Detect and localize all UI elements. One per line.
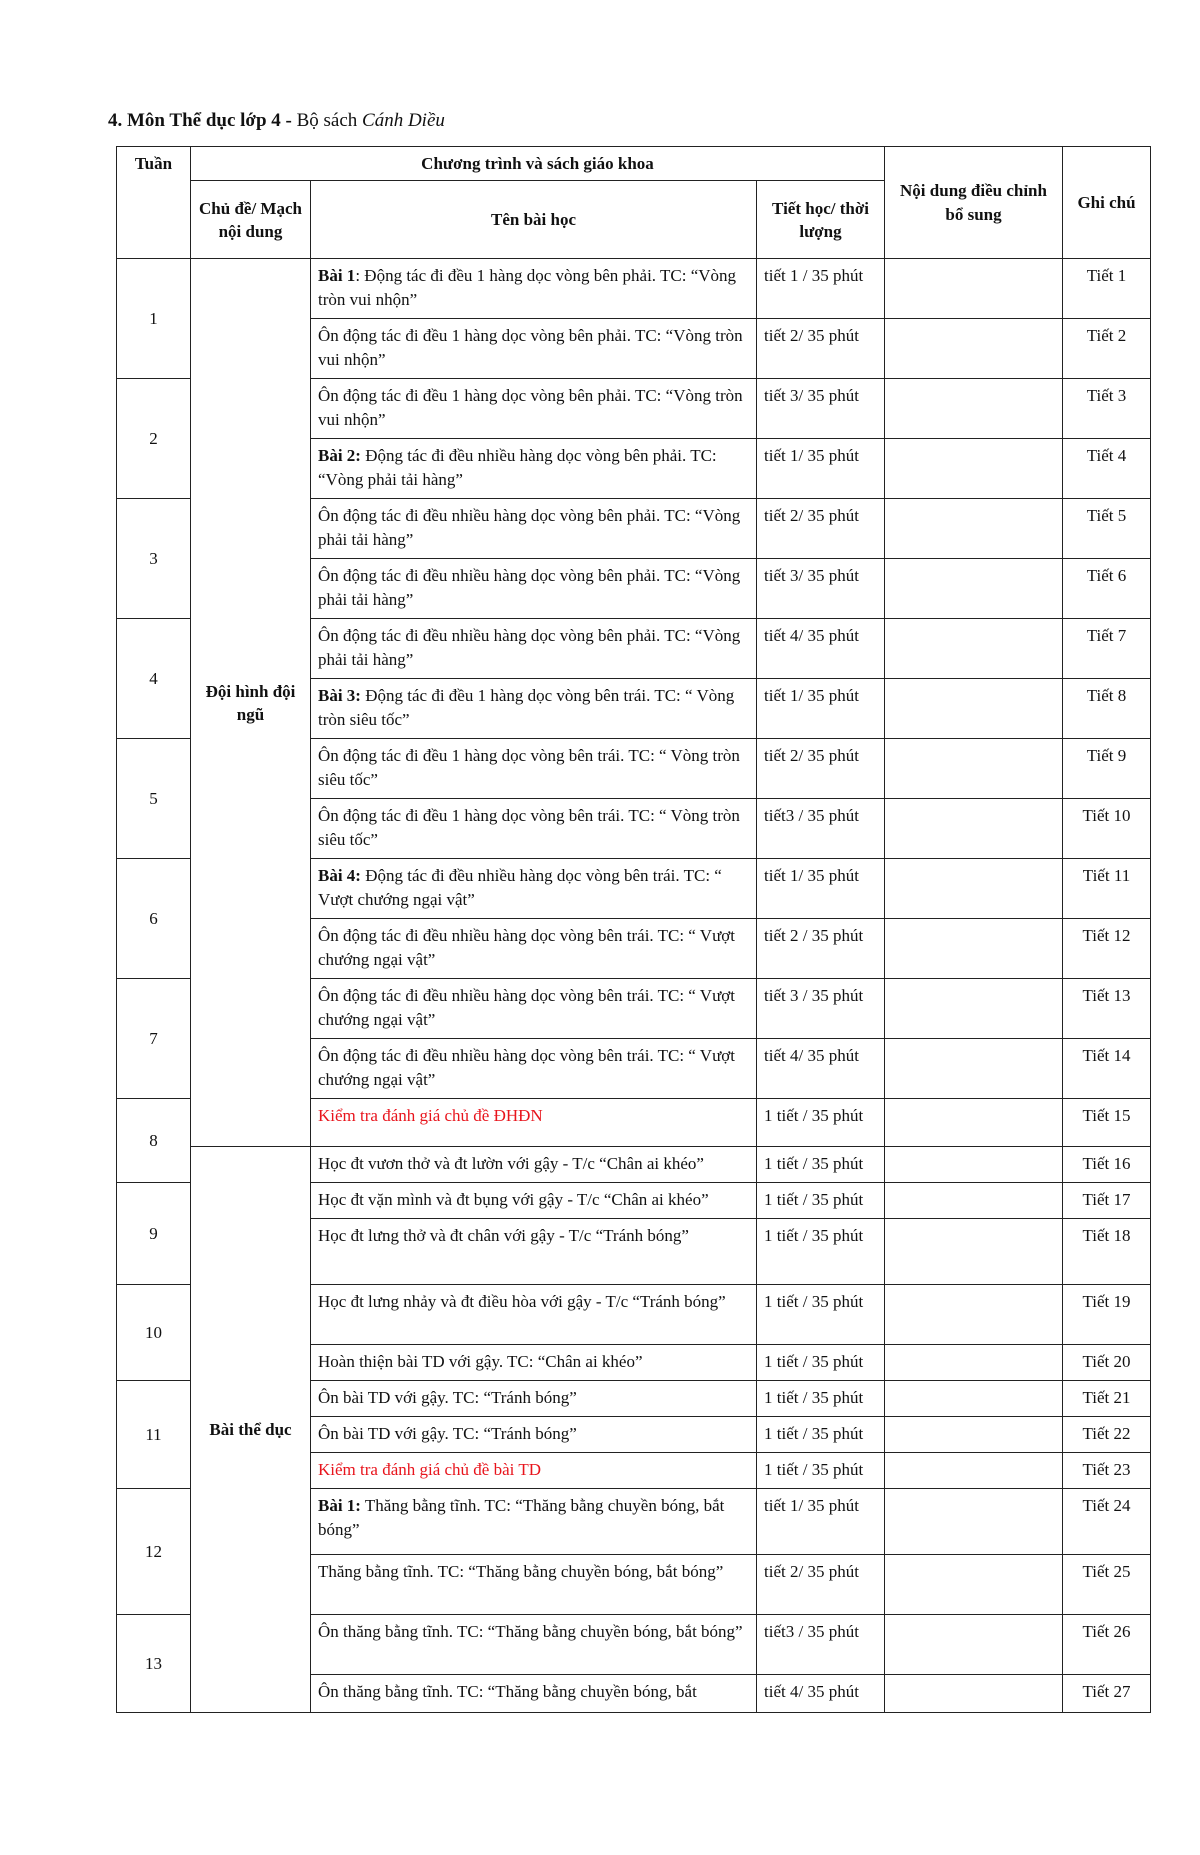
note-cell: Tiết 6 <box>1063 559 1151 619</box>
note-cell: Tiết 25 <box>1063 1555 1151 1615</box>
lesson-cell <box>311 1615 757 1675</box>
week-cell: 3 <box>117 499 191 619</box>
header-week: Tuần <box>117 147 191 259</box>
period-cell: 1 tiết / 35 phút <box>757 1285 885 1345</box>
period-cell: 1 tiết / 35 phút <box>757 1417 885 1453</box>
adjust-cell <box>885 859 1063 919</box>
lesson-cell <box>311 739 757 799</box>
adjust-cell <box>885 1615 1063 1675</box>
adjust-cell <box>885 1219 1063 1285</box>
lesson-cell <box>311 919 757 979</box>
note-cell: Tiết 26 <box>1063 1615 1151 1675</box>
note-cell: Tiết 18 <box>1063 1219 1151 1285</box>
lesson-cell <box>311 1183 757 1219</box>
topic-cell: Bài thể dục <box>191 1147 311 1713</box>
lesson-number: Bài 1 <box>318 266 356 286</box>
adjust-cell <box>885 919 1063 979</box>
curriculum-table <box>116 146 1151 1713</box>
title-book: Cánh Diều <box>362 110 445 131</box>
header-lesson: Tên bài học <box>311 181 757 259</box>
lesson-title: Ôn động tác đi đều nhiều hàng dọc vòng bên trái. TC: “ Vượt chướng ngại vật” <box>318 1046 735 1089</box>
page-title <box>108 110 445 132</box>
header-period: Tiết học/ thời lượng <box>757 181 885 259</box>
adjust-cell <box>885 1675 1063 1713</box>
lesson-cell <box>311 259 757 319</box>
lesson-cell <box>311 379 757 439</box>
period-cell: tiết 1/ 35 phút <box>757 859 885 919</box>
lesson-title: Ôn động tác đi đều nhiều hàng dọc vòng bên phải. TC: “Vòng phải tải hàng” <box>318 506 741 549</box>
week-cell: 8 <box>117 1099 191 1183</box>
period-cell: tiết 2/ 35 phút <box>757 319 885 379</box>
lesson-cell <box>311 1381 757 1417</box>
lesson-cell <box>311 559 757 619</box>
note-cell: Tiết 2 <box>1063 319 1151 379</box>
header-program: Chương trình và sách giáo khoa <box>191 147 885 181</box>
note-cell: Tiết 4 <box>1063 439 1151 499</box>
note-cell: Tiết 11 <box>1063 859 1151 919</box>
adjust-cell <box>885 1285 1063 1345</box>
adjust-cell <box>885 1555 1063 1615</box>
adjust-cell <box>885 739 1063 799</box>
lesson-title: Động tác đi đều nhiều hàng dọc vòng bên phải. TC: “Vòng phải tải hàng” <box>318 446 717 489</box>
note-cell: Tiết 12 <box>1063 919 1151 979</box>
lesson-title: Học đt vặn mình và đt bụng với gậy - T/c “Chân ai khéo” <box>318 1190 709 1210</box>
lesson-cell <box>311 1039 757 1099</box>
lesson-cell <box>311 1675 757 1713</box>
period-cell: tiết 2 / 35 phút <box>757 919 885 979</box>
title-mid: Bộ sách <box>291 110 363 131</box>
lesson-title: : Động tác đi đều 1 hàng dọc vòng bên phải. TC: “Vòng tròn vui nhộn” <box>318 266 737 309</box>
period-cell: tiết 1/ 35 phút <box>757 679 885 739</box>
lesson-title: Học đt lưng nhảy và đt điều hòa với gậy - T/c “Tránh bóng” <box>318 1292 726 1312</box>
week-cell: 12 <box>117 1489 191 1615</box>
adjust-cell <box>885 559 1063 619</box>
period-cell: tiết3 / 35 phút <box>757 799 885 859</box>
week-cell: 5 <box>117 739 191 859</box>
title-prefix: 4. Môn Thể dục lớp 4 - <box>108 110 292 131</box>
note-cell: Tiết 16 <box>1063 1147 1151 1183</box>
note-cell: Tiết 27 <box>1063 1675 1151 1713</box>
lesson-number: Bài 4: <box>318 866 361 886</box>
note-cell: Tiết 22 <box>1063 1417 1151 1453</box>
adjust-cell <box>885 1453 1063 1489</box>
note-cell: Tiết 17 <box>1063 1183 1151 1219</box>
lesson-cell <box>311 799 757 859</box>
note-cell: Tiết 21 <box>1063 1381 1151 1417</box>
lesson-cell <box>311 979 757 1039</box>
period-cell: 1 tiết / 35 phút <box>757 1453 885 1489</box>
period-cell: tiết 2/ 35 phút <box>757 739 885 799</box>
adjust-cell <box>885 1417 1063 1453</box>
adjust-cell <box>885 379 1063 439</box>
period-cell: tiết 4/ 35 phút <box>757 619 885 679</box>
lesson-title: Ôn động tác đi đều 1 hàng dọc vòng bên phải. TC: “Vòng tròn vui nhộn” <box>318 386 743 429</box>
lesson-title: Ôn động tác đi đều 1 hàng dọc vòng bên trái. TC: “ Vòng tròn siêu tốc” <box>318 806 740 849</box>
lesson-title: Ôn bài TD với gậy. TC: “Tránh bóng” <box>318 1388 577 1408</box>
week-cell: 13 <box>117 1615 191 1713</box>
note-cell: Tiết 19 <box>1063 1285 1151 1345</box>
lesson-cell <box>311 1345 757 1381</box>
lesson-cell <box>311 1285 757 1345</box>
lesson-cell <box>311 1489 757 1555</box>
lesson-cell <box>311 1219 757 1285</box>
lesson-cell <box>311 1417 757 1453</box>
lesson-cell <box>311 319 757 379</box>
note-cell: Tiết 14 <box>1063 1039 1151 1099</box>
note-cell: Tiết 3 <box>1063 379 1151 439</box>
period-cell: tiết 3/ 35 phút <box>757 379 885 439</box>
period-cell: tiết 2/ 35 phút <box>757 499 885 559</box>
lesson-title: Ôn thăng bằng tĩnh. TC: “Thăng bằng chuyền bóng, bắt bóng” <box>318 1622 743 1642</box>
lesson-title: Học đt lưng thở và đt chân với gậy - T/c “Tránh bóng” <box>318 1226 689 1246</box>
lesson-title: Thăng bằng tĩnh. TC: “Thăng bằng chuyền bóng, bắt bóng” <box>318 1562 724 1582</box>
period-cell: tiết 1/ 35 phút <box>757 439 885 499</box>
period-cell: 1 tiết / 35 phút <box>757 1345 885 1381</box>
lesson-title: Ôn động tác đi đều 1 hàng dọc vòng bên trái. TC: “ Vòng tròn siêu tốc” <box>318 746 740 789</box>
period-cell: 1 tiết / 35 phút <box>757 1147 885 1183</box>
week-cell: 4 <box>117 619 191 739</box>
lesson-title: Hoàn thiện bài TD với gậy. TC: “Chân ai khéo” <box>318 1352 643 1372</box>
lesson-title: Ôn bài TD với gậy. TC: “Tránh bóng” <box>318 1424 577 1444</box>
adjust-cell <box>885 1345 1063 1381</box>
lesson-cell <box>311 679 757 739</box>
period-cell: 1 tiết / 35 phút <box>757 1381 885 1417</box>
lesson-title: Kiểm tra đánh giá chủ đề ĐHĐN <box>318 1106 543 1126</box>
adjust-cell <box>885 439 1063 499</box>
note-cell: Tiết 5 <box>1063 499 1151 559</box>
period-cell: 1 tiết / 35 phút <box>757 1219 885 1285</box>
note-cell: Tiết 1 <box>1063 259 1151 319</box>
adjust-cell <box>885 799 1063 859</box>
week-cell: 6 <box>117 859 191 979</box>
lesson-title: Ôn động tác đi đều nhiều hàng dọc vòng bên trái. TC: “ Vượt chướng ngại vật” <box>318 926 735 969</box>
week-cell: 11 <box>117 1381 191 1489</box>
week-cell: 9 <box>117 1183 191 1285</box>
lesson-title: Học đt vươn thở và đt lườn với gậy - T/c “Chân ai khéo” <box>318 1154 704 1174</box>
lesson-title: Động tác đi đều 1 hàng dọc vòng bên trái. TC: “ Vòng tròn siêu tốc” <box>318 686 735 729</box>
week-cell: 7 <box>117 979 191 1099</box>
lesson-cell <box>311 1147 757 1183</box>
adjust-cell <box>885 319 1063 379</box>
period-cell: 1 tiết / 35 phút <box>757 1183 885 1219</box>
lesson-title: Ôn động tác đi đều nhiều hàng dọc vòng bên phải. TC: “Vòng phải tải hàng” <box>318 566 741 609</box>
lesson-cell <box>311 859 757 919</box>
table-row <box>117 259 1151 319</box>
lesson-title: Ôn động tác đi đều 1 hàng dọc vòng bên phải. TC: “Vòng tròn vui nhộn” <box>318 326 743 369</box>
period-cell: tiết 4/ 35 phút <box>757 1039 885 1099</box>
lesson-title: Ôn thăng bằng tĩnh. TC: “Thăng bằng chuyền bóng, bắt <box>318 1682 697 1702</box>
note-cell: Tiết 7 <box>1063 619 1151 679</box>
lesson-cell <box>311 499 757 559</box>
lesson-title: Động tác đi đều nhiều hàng dọc vòng bên trái. TC: “ Vượt chướng ngại vật” <box>318 866 722 909</box>
week-cell: 1 <box>117 259 191 379</box>
adjust-cell <box>885 1183 1063 1219</box>
period-cell: 1 tiết / 35 phút <box>757 1099 885 1147</box>
period-cell: tiết 3/ 35 phút <box>757 559 885 619</box>
note-cell: Tiết 15 <box>1063 1099 1151 1147</box>
note-cell: Tiết 24 <box>1063 1489 1151 1555</box>
note-cell: Tiết 23 <box>1063 1453 1151 1489</box>
header-adjust: Nội dung điều chỉnh bổ sung <box>885 147 1063 259</box>
topic-cell: Đội hình đội ngũ <box>191 259 311 1147</box>
header-topic: Chủ đề/ Mạch nội dung <box>191 181 311 259</box>
period-cell: tiết 1 / 35 phút <box>757 259 885 319</box>
period-cell: tiết 3 / 35 phút <box>757 979 885 1039</box>
lesson-number: Bài 3: <box>318 686 361 706</box>
note-cell: Tiết 20 <box>1063 1345 1151 1381</box>
adjust-cell <box>885 979 1063 1039</box>
adjust-cell <box>885 679 1063 739</box>
lesson-title: Thăng bằng tĩnh. TC: “Thăng bằng chuyền bóng, bắt bóng” <box>318 1496 725 1539</box>
adjust-cell <box>885 1381 1063 1417</box>
note-cell: Tiết 9 <box>1063 739 1151 799</box>
lesson-title: Kiểm tra đánh giá chủ đề bài TD <box>318 1460 541 1480</box>
week-cell: 10 <box>117 1285 191 1381</box>
period-cell: tiết 2/ 35 phút <box>757 1555 885 1615</box>
period-cell: tiết 4/ 35 phút <box>757 1675 885 1713</box>
lesson-cell <box>311 439 757 499</box>
lesson-title: Ôn động tác đi đều nhiều hàng dọc vòng bên trái. TC: “ Vượt chướng ngại vật” <box>318 986 735 1029</box>
note-cell: Tiết 8 <box>1063 679 1151 739</box>
header-note: Ghi chú <box>1063 147 1151 259</box>
lesson-cell <box>311 1453 757 1489</box>
note-cell: Tiết 10 <box>1063 799 1151 859</box>
lesson-title: Ôn động tác đi đều nhiều hàng dọc vòng bên phải. TC: “Vòng phải tải hàng” <box>318 626 741 669</box>
period-cell: tiết3 / 35 phút <box>757 1615 885 1675</box>
adjust-cell <box>885 1489 1063 1555</box>
adjust-cell <box>885 1147 1063 1183</box>
lesson-number: Bài 2: <box>318 446 361 466</box>
note-cell: Tiết 13 <box>1063 979 1151 1039</box>
week-cell: 2 <box>117 379 191 499</box>
adjust-cell <box>885 1099 1063 1147</box>
adjust-cell <box>885 259 1063 319</box>
table-row <box>117 1147 1151 1183</box>
lesson-cell <box>311 1555 757 1615</box>
lesson-number: Bài 1: <box>318 1496 361 1516</box>
adjust-cell <box>885 1039 1063 1099</box>
adjust-cell <box>885 499 1063 559</box>
lesson-cell <box>311 619 757 679</box>
period-cell: tiết 1/ 35 phút <box>757 1489 885 1555</box>
adjust-cell <box>885 619 1063 679</box>
lesson-cell <box>311 1099 757 1147</box>
